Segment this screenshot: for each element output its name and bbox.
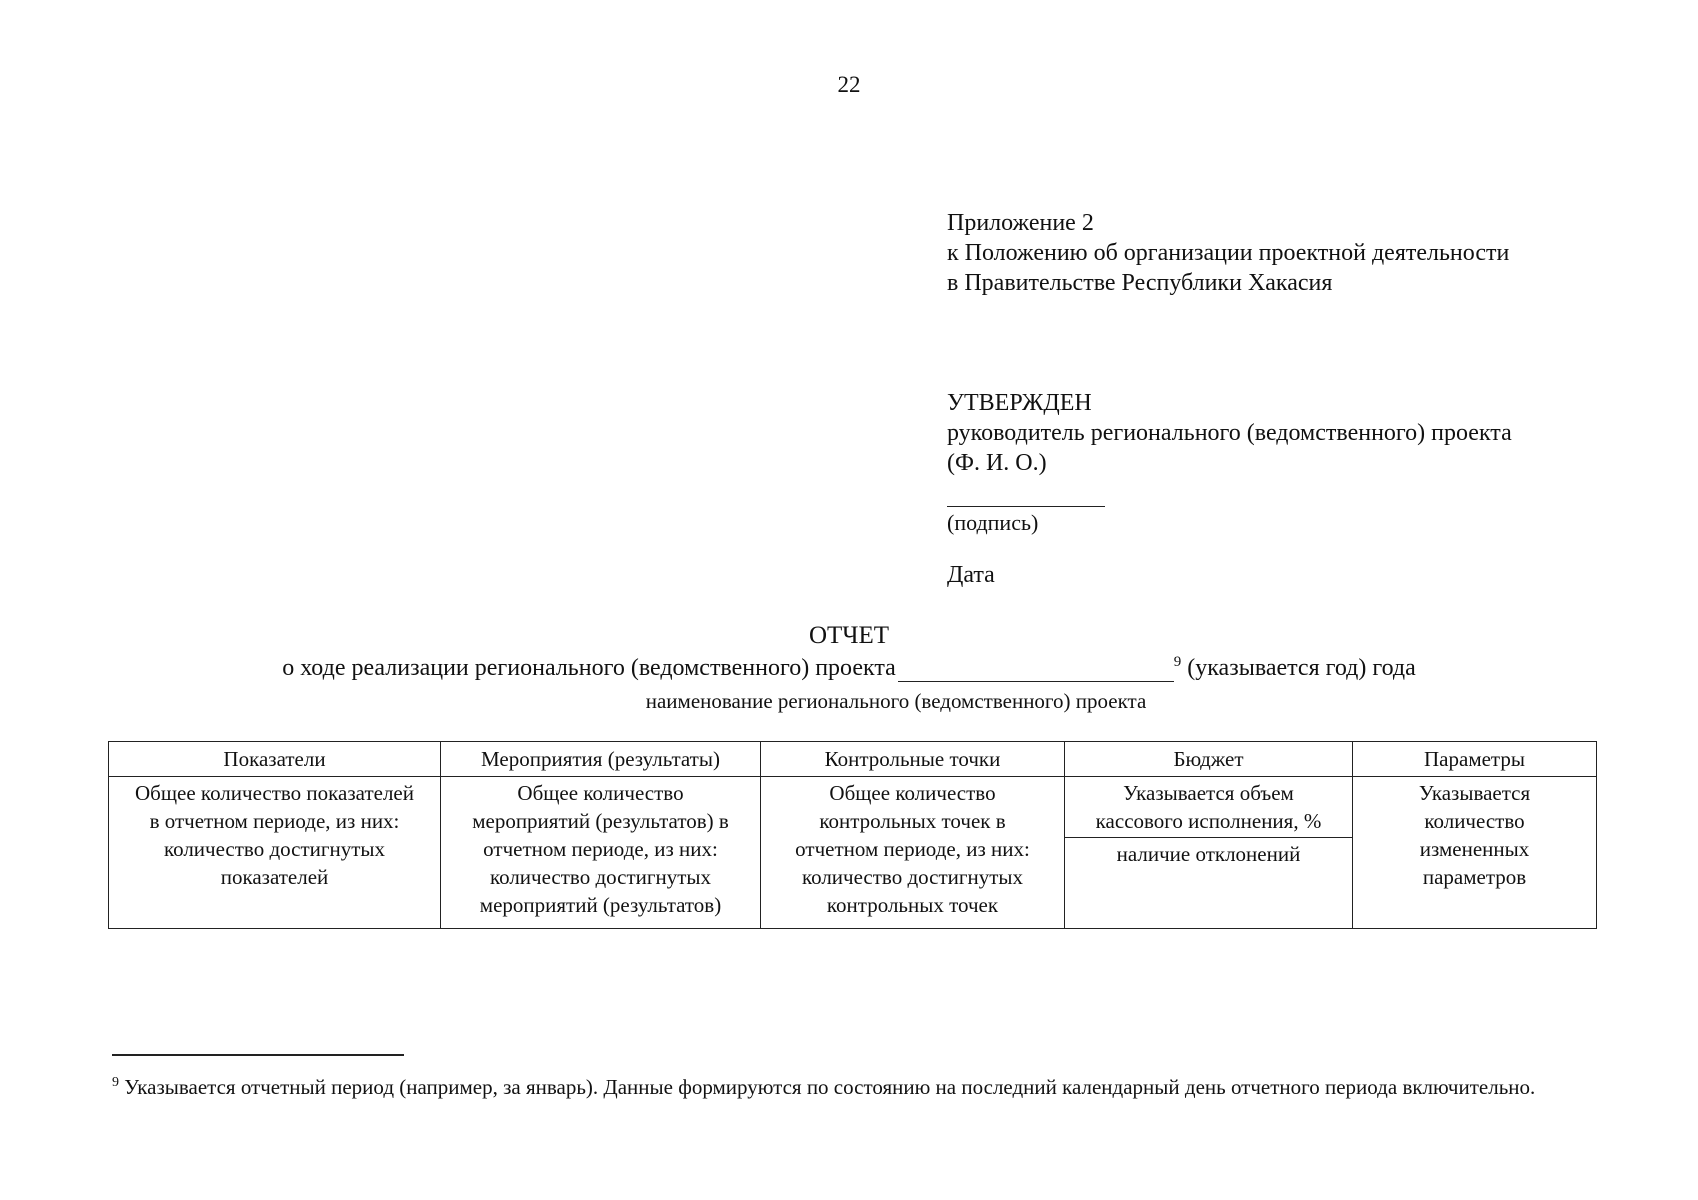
cell-line: Указывается	[1418, 781, 1531, 805]
cell-line: Общее количество	[829, 781, 996, 805]
header-indicators: Показатели	[109, 742, 441, 777]
report-caption	[0, 689, 1698, 714]
approval-block	[947, 388, 1512, 478]
report-subtitle-start: о ходе реализации регионального (ведомственного) проекта	[282, 655, 896, 681]
table-header-row	[109, 742, 1597, 777]
report-title: ОТЧЕТ	[808, 622, 890, 649]
cell-line: количество	[1424, 809, 1525, 833]
report-subtitle	[0, 654, 1698, 682]
footnote-separator	[112, 1054, 404, 1056]
cell-parameters	[1353, 777, 1597, 929]
cell-line: контрольных точек в	[819, 809, 1006, 833]
cell-line: параметров	[1422, 865, 1527, 889]
budget-execution	[1065, 777, 1352, 838]
cell-line: показателей	[220, 865, 329, 889]
header-parameters: Параметры	[1353, 742, 1597, 777]
approval-line-1: руководитель регионального (ведомственного) проекта	[947, 420, 1512, 446]
cell-line: количество достигнутых	[163, 837, 386, 861]
date-label: Дата	[947, 562, 995, 588]
header-budget: Бюджет	[1065, 742, 1353, 777]
cell-indicators	[109, 777, 441, 929]
budget-deviations	[1065, 838, 1352, 870]
cell-line: количество достигнутых	[801, 865, 1024, 889]
approval-title: УТВЕРЖДЕН	[947, 390, 1092, 416]
appendix-block	[947, 208, 1509, 298]
cell-line: в отчетном периоде, из них:	[149, 809, 400, 833]
header-checkpoints: Контрольные точки	[761, 742, 1065, 777]
cell-budget	[1065, 777, 1353, 929]
cell-line: количество достигнутых	[489, 865, 712, 889]
appendix-line-2: к Положению об организации проектной деятельности	[947, 240, 1510, 266]
cell-checkpoints	[761, 777, 1065, 929]
signature-caption: (подпись)	[947, 510, 1039, 535]
report-subtitle-end: (указывается год) года	[1187, 655, 1416, 681]
cell-line: мероприятий (результатов)	[479, 893, 722, 917]
cell-line: мероприятий (результатов) в	[472, 809, 729, 833]
project-name-blank	[898, 657, 1174, 682]
table-row	[109, 777, 1597, 929]
cell-line: контрольных точек	[826, 893, 999, 917]
cell-line: отчетном периоде, из них:	[795, 837, 1030, 861]
footnote-number: 9	[112, 1075, 119, 1090]
report-caption-text: наименование регионального (ведомственного) проекта	[645, 689, 1147, 713]
approval-line-2: (Ф. И. О.)	[947, 450, 1047, 476]
page-number: 22	[837, 72, 861, 97]
footnote-text: Указывается отчетный период (например, за январь). Данные формируются по состоянию на последний календарный день отчетного периода включительно.	[124, 1075, 1536, 1099]
cell-line: отчетном периоде, из них:	[483, 837, 718, 861]
signature-line	[947, 506, 1105, 507]
cell-line: Общее количество показателей	[135, 781, 414, 805]
cell-line: кассового исполнения, %	[1095, 809, 1322, 833]
header-activities: Мероприятия (результаты)	[441, 742, 761, 777]
appendix-line-3: в Правительстве Республики Хакасия	[947, 270, 1333, 296]
cell-activities	[441, 777, 761, 929]
footnote	[112, 1068, 1592, 1102]
cell-line: измененных	[1419, 837, 1530, 861]
cell-line: Общее количество	[517, 781, 684, 805]
cell-line: Указывается объем	[1123, 781, 1294, 805]
report-table	[108, 741, 1597, 929]
cell-line: наличие отклонений	[1116, 842, 1301, 866]
footnote-ref: 9	[1173, 654, 1182, 670]
appendix-line-1: Приложение 2	[947, 210, 1094, 236]
